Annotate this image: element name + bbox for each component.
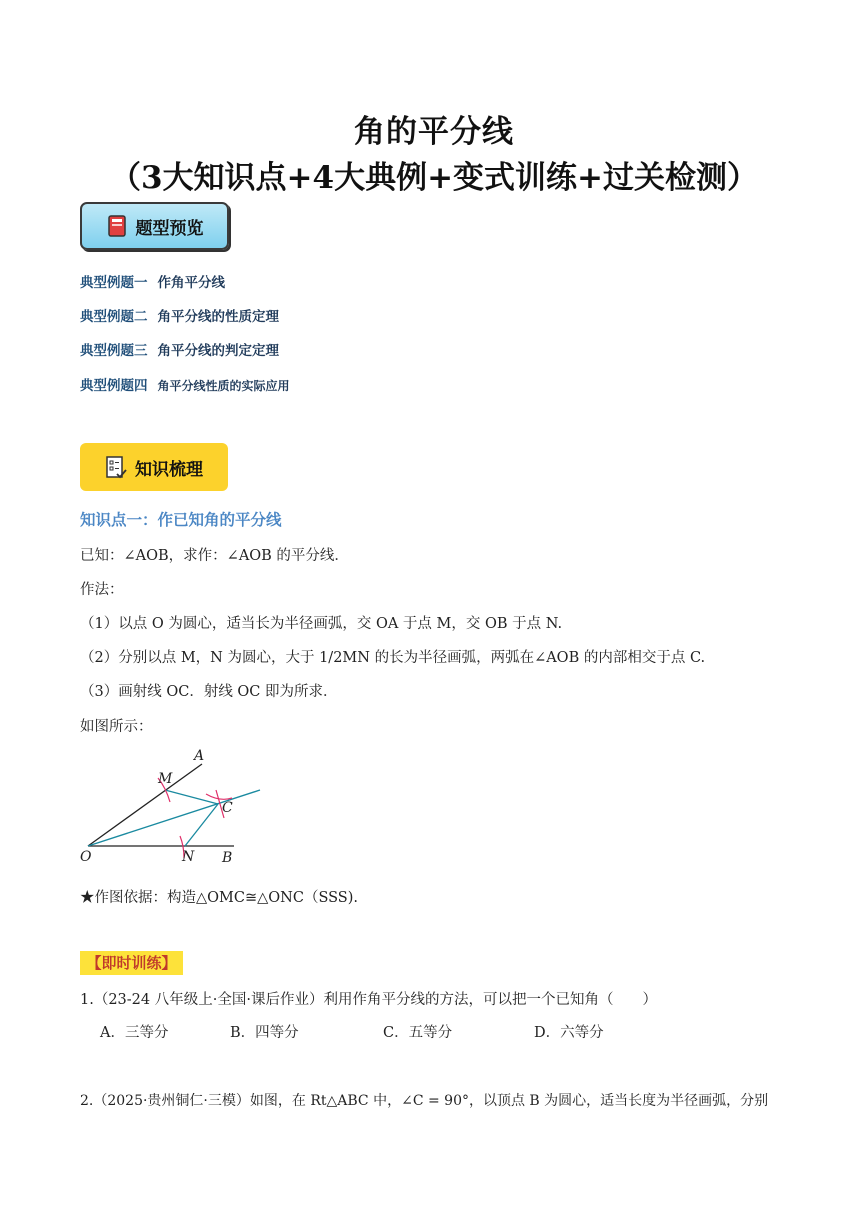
label-a: A	[194, 748, 205, 764]
toc-item-label: 作角平分线	[157, 275, 225, 291]
toc-item-label: 角平分线的性质定理	[157, 309, 279, 325]
label-o: O	[80, 849, 92, 865]
option-d[interactable]: D．六等分	[534, 1025, 604, 1041]
label-m: M	[158, 771, 173, 787]
preview-badge	[80, 202, 229, 250]
practice-tag: 【即时训练】	[80, 951, 183, 975]
method-label: 作法：	[80, 582, 124, 598]
question-1: 1.（23-24 八年级上·全国·课后作业）利用作角平分线的方法，可以把一个已知角（ ）	[80, 992, 657, 1008]
document-subtitle: （3大知识点+4大典例+变式训练+过关检测）	[109, 160, 759, 196]
toc-item-2[interactable]	[80, 305, 279, 325]
label-n: N	[182, 849, 195, 865]
question-2: 2.（2025·贵州铜仁·三模）如图，在 Rt△ABC 中，∠C = 90°，以顶点 B 为圆心，适当长度为半径画弧，分别	[80, 1093, 769, 1109]
label-c: C	[222, 800, 233, 816]
preview-badge-label: 题型预览	[135, 218, 204, 239]
checklist-icon	[105, 455, 127, 479]
red-book-icon	[106, 214, 128, 238]
knowledge-badge	[80, 443, 228, 491]
ray-oc	[88, 790, 260, 846]
toc-item-prefix: 典型例题四	[80, 378, 148, 394]
angle-bisector-figure	[74, 742, 274, 868]
step-3: （3）画射线 OC．射线 OC 即为所求．	[80, 684, 338, 700]
knowledge-point-heading: 知识点一：作已知角的平分线	[80, 511, 282, 529]
step-2: （2）分别以点 M，N 为圆心，大于 1/2MN 的长为半径画弧，两弧在∠AOB 的内部相交于点 C.	[80, 650, 706, 666]
toc-item-prefix: 典型例题二	[80, 309, 148, 325]
as-shown-text: 如图所示：	[80, 719, 153, 735]
knowledge-badge-label: 知识梳理	[135, 459, 203, 480]
option-b[interactable]: B．四等分	[230, 1025, 299, 1041]
segment-mc	[165, 790, 218, 804]
toc-item-prefix: 典型例题三	[80, 343, 148, 359]
step-1: （1）以点 O 为圆心，适当长为半径画弧，交 OA 于点 M，交 OB 于点 N.	[80, 616, 563, 632]
option-c[interactable]: C．五等分	[383, 1025, 453, 1041]
toc-item-label: 角平分线性质的实际应用	[157, 379, 290, 393]
toc-item-3[interactable]	[80, 339, 279, 359]
toc-item-prefix: 典型例题一	[80, 275, 148, 291]
option-a[interactable]: A．三等分	[100, 1025, 169, 1041]
construction-basis: ★作图依据：构造△OMC≅△ONC（SSS).	[80, 890, 359, 906]
label-b: B	[222, 850, 233, 866]
document-title: 角的平分线	[354, 114, 514, 150]
segment-nc	[185, 804, 218, 846]
toc-item-1[interactable]	[80, 271, 225, 291]
toc-item-label: 角平分线的判定定理	[157, 343, 279, 359]
ray-oa	[88, 764, 202, 846]
toc-item-4[interactable]	[80, 374, 290, 394]
given-text: 已知：∠AOB，求作：∠AOB 的平分线．	[80, 548, 349, 564]
